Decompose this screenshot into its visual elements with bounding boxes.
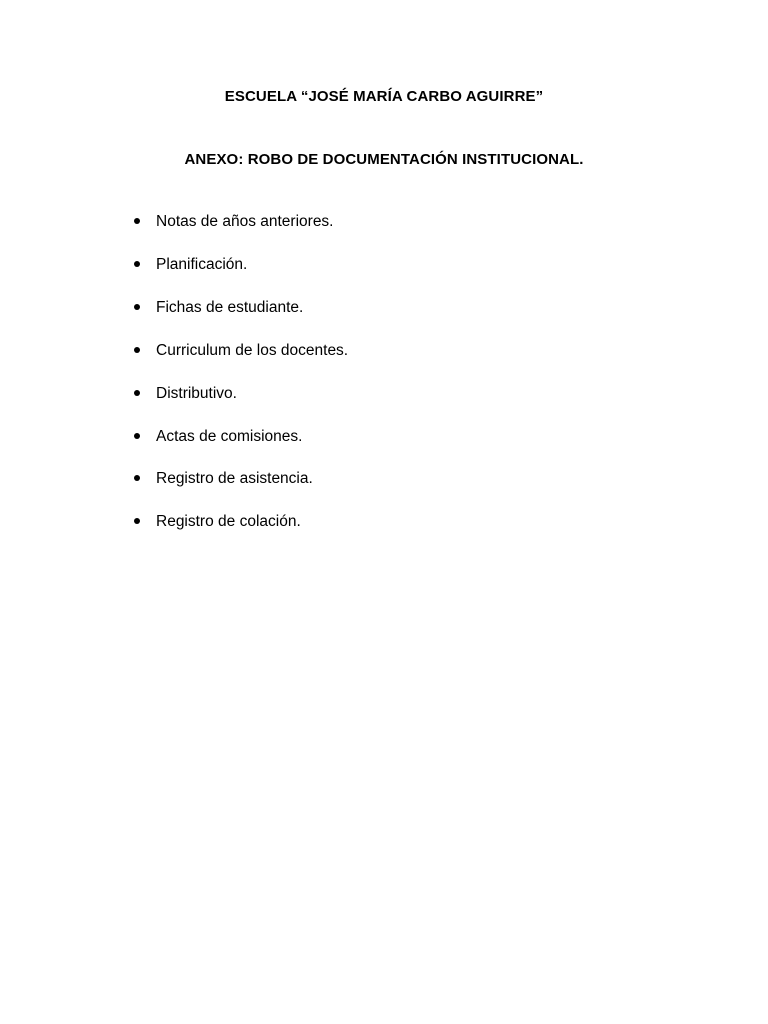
school-title: ESCUELA “JOSÉ MARÍA CARBO AGUIRRE”	[224, 88, 544, 105]
list-item-text: Curriculum de los docentes.	[156, 342, 349, 359]
list-item	[0, 298, 600, 318]
list-item-text: Actas de comisiones.	[156, 428, 303, 445]
list-item	[0, 212, 600, 232]
list-item-text: Notas de años anteriores.	[156, 213, 334, 230]
bullet-icon	[134, 261, 140, 267]
list-item-text: Registro de colación.	[156, 513, 301, 530]
list-item-text: Distributivo.	[156, 385, 237, 402]
list-item-text: Planificación.	[156, 256, 248, 273]
annex-title: ANEXO: ROBO DE DOCUMENTACIÓN INSTITUCIONAL.	[184, 151, 584, 168]
list-item-text: Registro de asistencia.	[156, 470, 313, 487]
bullet-icon	[134, 218, 140, 224]
list-item	[0, 255, 600, 275]
list-item	[0, 512, 600, 532]
bullet-icon	[134, 433, 140, 439]
bullet-icon	[134, 347, 140, 353]
list-item	[0, 384, 600, 404]
bullet-icon	[134, 475, 140, 481]
list-item	[0, 341, 600, 361]
bullet-icon	[134, 304, 140, 310]
list-item	[0, 427, 600, 447]
bullet-icon	[134, 390, 140, 396]
list-item	[0, 469, 600, 489]
bullet-icon	[134, 518, 140, 524]
list-item-text: Fichas de estudiante.	[156, 299, 304, 316]
